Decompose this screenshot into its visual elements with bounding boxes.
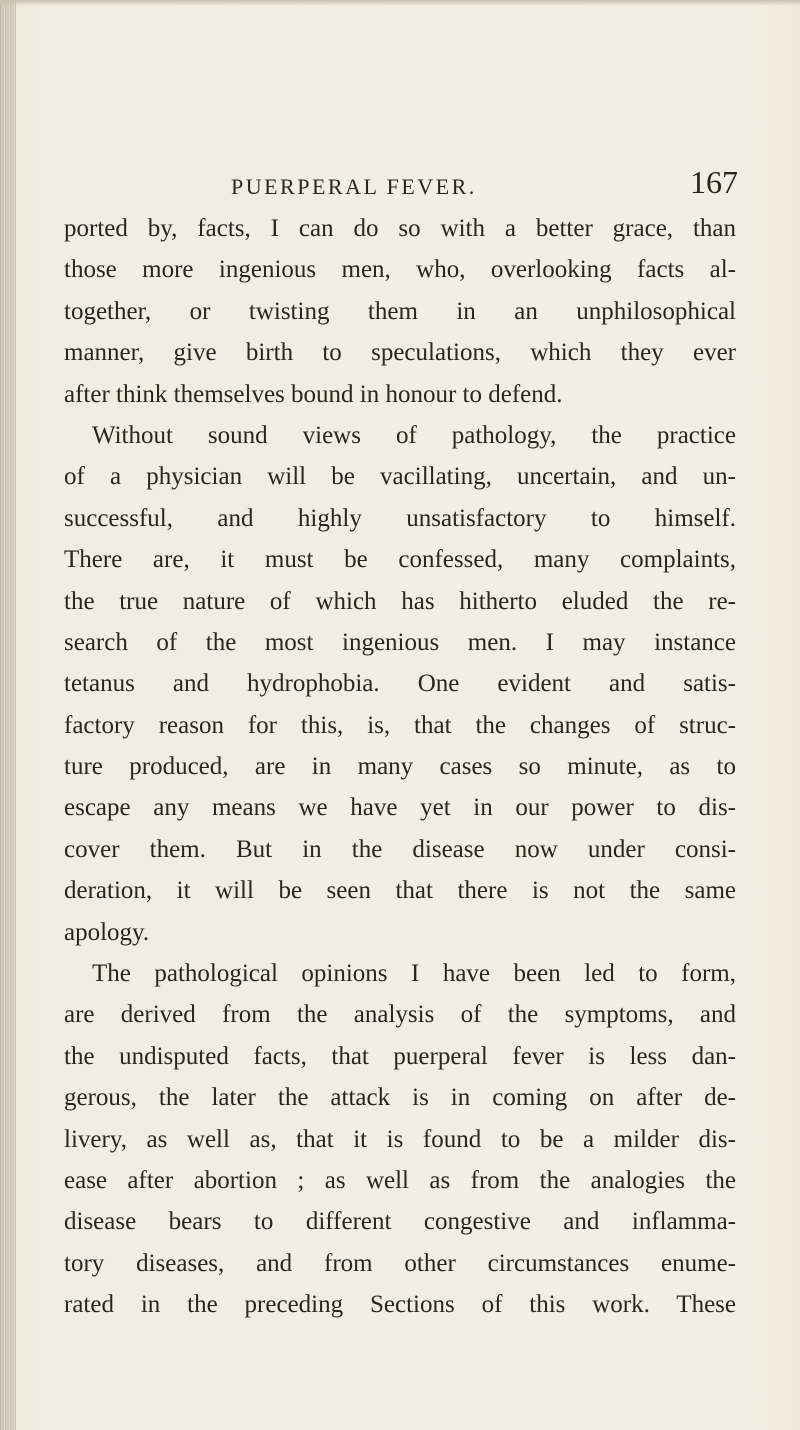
text-line: ported by, facts, I can do so with a better grace, than xyxy=(64,215,736,242)
text-line: There are, it must be confessed, many complaints, xyxy=(64,546,736,574)
text-line: tory diseases, and from other circumstances enume- xyxy=(64,1249,736,1277)
text-line: ture produced, are in many cases so minute, as to xyxy=(64,753,736,781)
text-line: the true nature of which has hitherto eluded the re- xyxy=(64,587,736,615)
running-head: PUERPERAL FEVER. xyxy=(231,174,477,199)
text-line: livery, as well as, that it is found to be a milder dis- xyxy=(64,1125,736,1153)
text-line: escape any means we have yet in our power to dis- xyxy=(64,794,736,822)
text-line: Without sound views of pathology, the practice xyxy=(92,421,736,449)
page-top-edge xyxy=(0,0,800,6)
text-line: disease bears to different congestive and inflamma- xyxy=(64,1208,736,1236)
text-line: are derived from the analysis of the symptoms, and xyxy=(64,1001,736,1029)
text-line: the undisputed facts, that puerperal fever is less dan- xyxy=(64,1042,736,1070)
text-line: of a physician will be vacillating, uncertain, and un- xyxy=(64,463,736,491)
text-line: deration, it will be seen that there is not the same xyxy=(64,877,736,905)
binding-gutter xyxy=(0,0,16,1430)
text-line: apology. xyxy=(64,918,150,946)
text-line: manner, give birth to speculations, which they ever xyxy=(64,339,736,367)
text-line: search of the most ingenious men. I may instance xyxy=(64,628,736,656)
text-line: rated in the preceding Sections of this work. These xyxy=(64,1291,736,1319)
text-line: factory reason for this, is, that the changes of struc- xyxy=(64,711,736,739)
text-line: together, or twisting them in an unphilosophical xyxy=(64,297,736,325)
text-line: gerous, the later the attack is in coming on after de- xyxy=(64,1084,736,1112)
body-text xyxy=(64,208,736,1326)
text-line: after think themselves bound in honour to defend. xyxy=(64,380,563,408)
text-line: those more ingenious men, who, overlooking facts al- xyxy=(64,256,736,284)
text-line: ease after abortion ; as well as from the analogies the xyxy=(64,1166,736,1194)
text-line: tetanus and hydrophobia. One evident and satis- xyxy=(64,670,736,698)
text-line: The pathological opinions I have been led to form, xyxy=(92,960,736,988)
page-header xyxy=(0,162,800,202)
page-number: 167 xyxy=(690,164,738,200)
text-line: successful, and highly unsatisfactory to himself. xyxy=(64,504,736,532)
text-line: cover them. But in the disease now under consi- xyxy=(64,835,736,863)
